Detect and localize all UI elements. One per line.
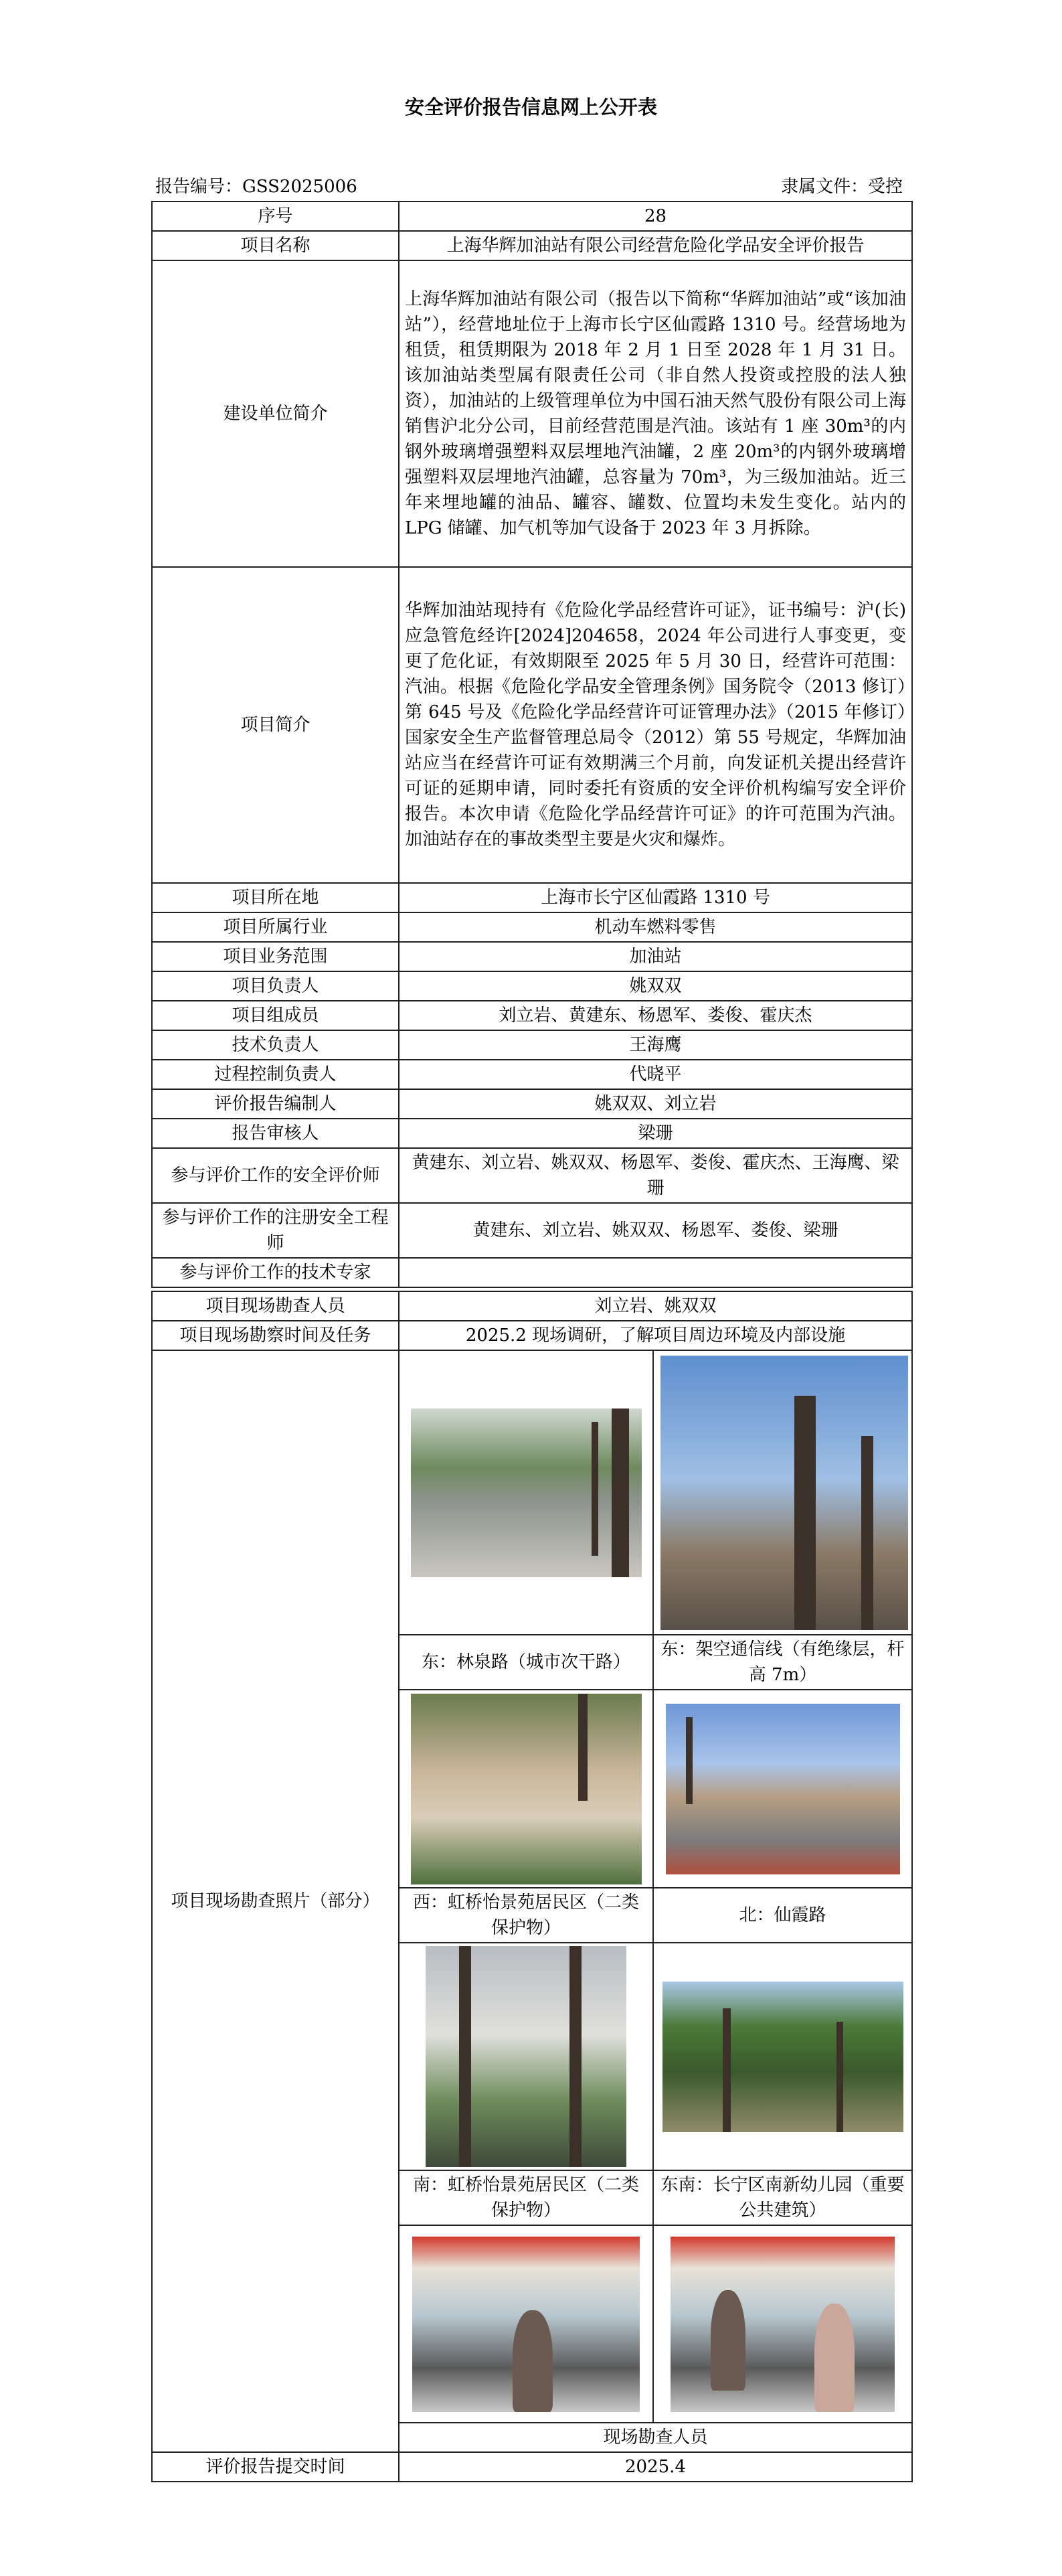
info-table [151, 201, 913, 1288]
submit-time-label: 评价报告提交时间 [152, 2452, 399, 2482]
caption-staff: 现场勘查人员 [399, 2423, 912, 2452]
submit-time-value: 2025.4 [399, 2452, 912, 2482]
caption-east-wire: 东：架空通信线（有绝缘层，杆高 7m） [653, 1635, 912, 1690]
seq-value: 28 [399, 202, 912, 231]
photo-cell-south [399, 1943, 653, 2170]
project-name-label: 项目名称 [152, 231, 399, 260]
surveyors-label: 项目现场勘查人员 [152, 1291, 399, 1321]
east-wire-photo [660, 1356, 908, 1630]
experts-label: 参与评价工作的技术专家 [152, 1258, 399, 1287]
photo-cell-staff-1 [399, 2225, 653, 2423]
scope-label: 项目业务范围 [152, 942, 399, 971]
photo-cell-west [399, 1690, 653, 1888]
photo-cell-east-wire [653, 1350, 912, 1635]
reviewer-label: 报告审核人 [152, 1119, 399, 1148]
tech-lead-value: 王海鹰 [399, 1030, 912, 1060]
leader-label: 项目负责人 [152, 971, 399, 1001]
photo-cell-north [653, 1690, 912, 1888]
engineers-label: 参与评价工作的注册安全工程师 [152, 1203, 399, 1258]
tech-lead-label: 技术负责人 [152, 1030, 399, 1060]
document-title: 安全评价报告信息网上公开表 [404, 96, 657, 118]
process-control-label: 过程控制负责人 [152, 1060, 399, 1089]
west-residential-photo [411, 1694, 642, 1884]
north-road-photo [666, 1704, 900, 1874]
caption-east: 东：林泉路（城市次干路） [399, 1635, 653, 1690]
location-value: 上海市长宁区仙霞路 1310 号 [399, 883, 912, 912]
surveyors-value: 刘立岩、姚双双 [399, 1291, 912, 1321]
industry-label: 项目所属行业 [152, 912, 399, 942]
east-road-photo [411, 1408, 642, 1577]
members-label: 项目组成员 [152, 1001, 399, 1030]
reviewer-value: 梁珊 [399, 1119, 912, 1148]
leader-value: 姚双双 [399, 971, 912, 1001]
photo-cell-east [399, 1350, 653, 1635]
evaluators-label: 参与评价工作的安全评价师 [152, 1148, 399, 1203]
southeast-kindergarten-photo [662, 1982, 903, 2132]
site-photos-label: 项目现场勘查照片（部分） [152, 1350, 399, 2452]
scope-value: 加油站 [399, 942, 912, 971]
report-writer-value: 姚双双、刘立岩 [399, 1089, 912, 1119]
caption-southeast: 东南：长宁区南新幼儿园（重要公共建筑） [653, 2170, 912, 2225]
photo-cell-southeast [653, 1943, 912, 2170]
caption-north: 北：仙霞路 [653, 1888, 912, 1943]
south-residential-photo [426, 1946, 626, 2167]
members-value: 刘立岩、黄建东、杨恩军、娄俊、霍庆杰 [399, 1001, 912, 1030]
industry-value: 机动车燃料零售 [399, 912, 912, 942]
evaluators-value: 黄建东、刘立岩、姚双双、杨恩军、娄俊、霍庆杰、王海鹰、梁珊 [399, 1148, 912, 1203]
experts-value [399, 1258, 912, 1287]
project-intro-value: 华辉加油站现持有《危险化学品经营许可证》，证书编号：沪(长)应急管危经许[2024]204658，2024 年公司进行人事变更，变更了危化证，有效期限至 2025 年 5 月 30 日，经营许可范围：汽油。根据《危险化学品安全管理条例》国务院令（2013 修订）第 645 号及《危险化学品经营许可证管理办法》（2015 年修订）国家安全生产监督管理总局令（2012）第 55 号规定，华辉加油站应当在经营许可证有效期满三个月前，向发证机关提出经营许可证的延期申请，同时委托有资质的安全评价机构编写安全评价报告。本次申请《危险化学品经营许可证》的许可范围为汽油。加油站存在的事故类型主要是火灾和爆炸。 [399, 567, 912, 883]
unit-intro-value: 上海华辉加油站有限公司（报告以下简称“华辉加油站”或“该加油站”），经营地址位于上海市长宁区仙霞路 1310 号。经营场地为租赁，租赁期限为 2018 年 2 月 1 日至 2028 年 1 月 31 日。该加油站类型属有限责任公司（非自然人投资或控股的法人独资），加油站的上级管理单位为中国石油天然气股份有限公司上海销售沪北分公司，目前经营范围是汽油。该站有 1 座 30m³的内钢外玻璃增强塑料双层埋地汽油罐，2 座 20m³的内钢外玻璃增强塑料双层埋地汽油罐，总容量为 70m³，为三级加油站。近三年来埋地罐的油品、罐容、罐数、位置均未发生变化。站内的 LPG 储罐、加气机等加气设备于 2023 年 3 月拆除。 [399, 260, 912, 567]
process-control-value: 代晓平 [399, 1060, 912, 1089]
location-label: 项目所在地 [152, 883, 399, 912]
photo-cell-staff-2 [653, 2225, 912, 2423]
unit-intro-label: 建设单位简介 [152, 260, 399, 567]
staff-photo-2 [671, 2237, 895, 2412]
report-number: 报告编号：GSS2025006 [155, 177, 357, 197]
staff-photo-1 [412, 2237, 640, 2412]
survey-time-label: 项目现场勘察时间及任务 [152, 1321, 399, 1350]
affiliated-file: 隶属文件：受控 [781, 177, 903, 197]
report-writer-label: 评价报告编制人 [152, 1089, 399, 1119]
survey-table [151, 1291, 913, 2482]
project-intro-label: 项目简介 [152, 567, 399, 883]
project-name-value: 上海华辉加油站有限公司经营危险化学品安全评价报告 [399, 231, 912, 260]
engineers-value: 黄建东、刘立岩、姚双双、杨恩军、娄俊、梁珊 [399, 1203, 912, 1258]
survey-time-value: 2025.2 现场调研，了解项目周边环境及内部设施 [399, 1321, 912, 1350]
caption-south: 南：虹桥怡景苑居民区（二类保护物） [399, 2170, 653, 2225]
caption-west: 西：虹桥怡景苑居民区（二类保护物） [399, 1888, 653, 1943]
seq-label: 序号 [152, 202, 399, 231]
